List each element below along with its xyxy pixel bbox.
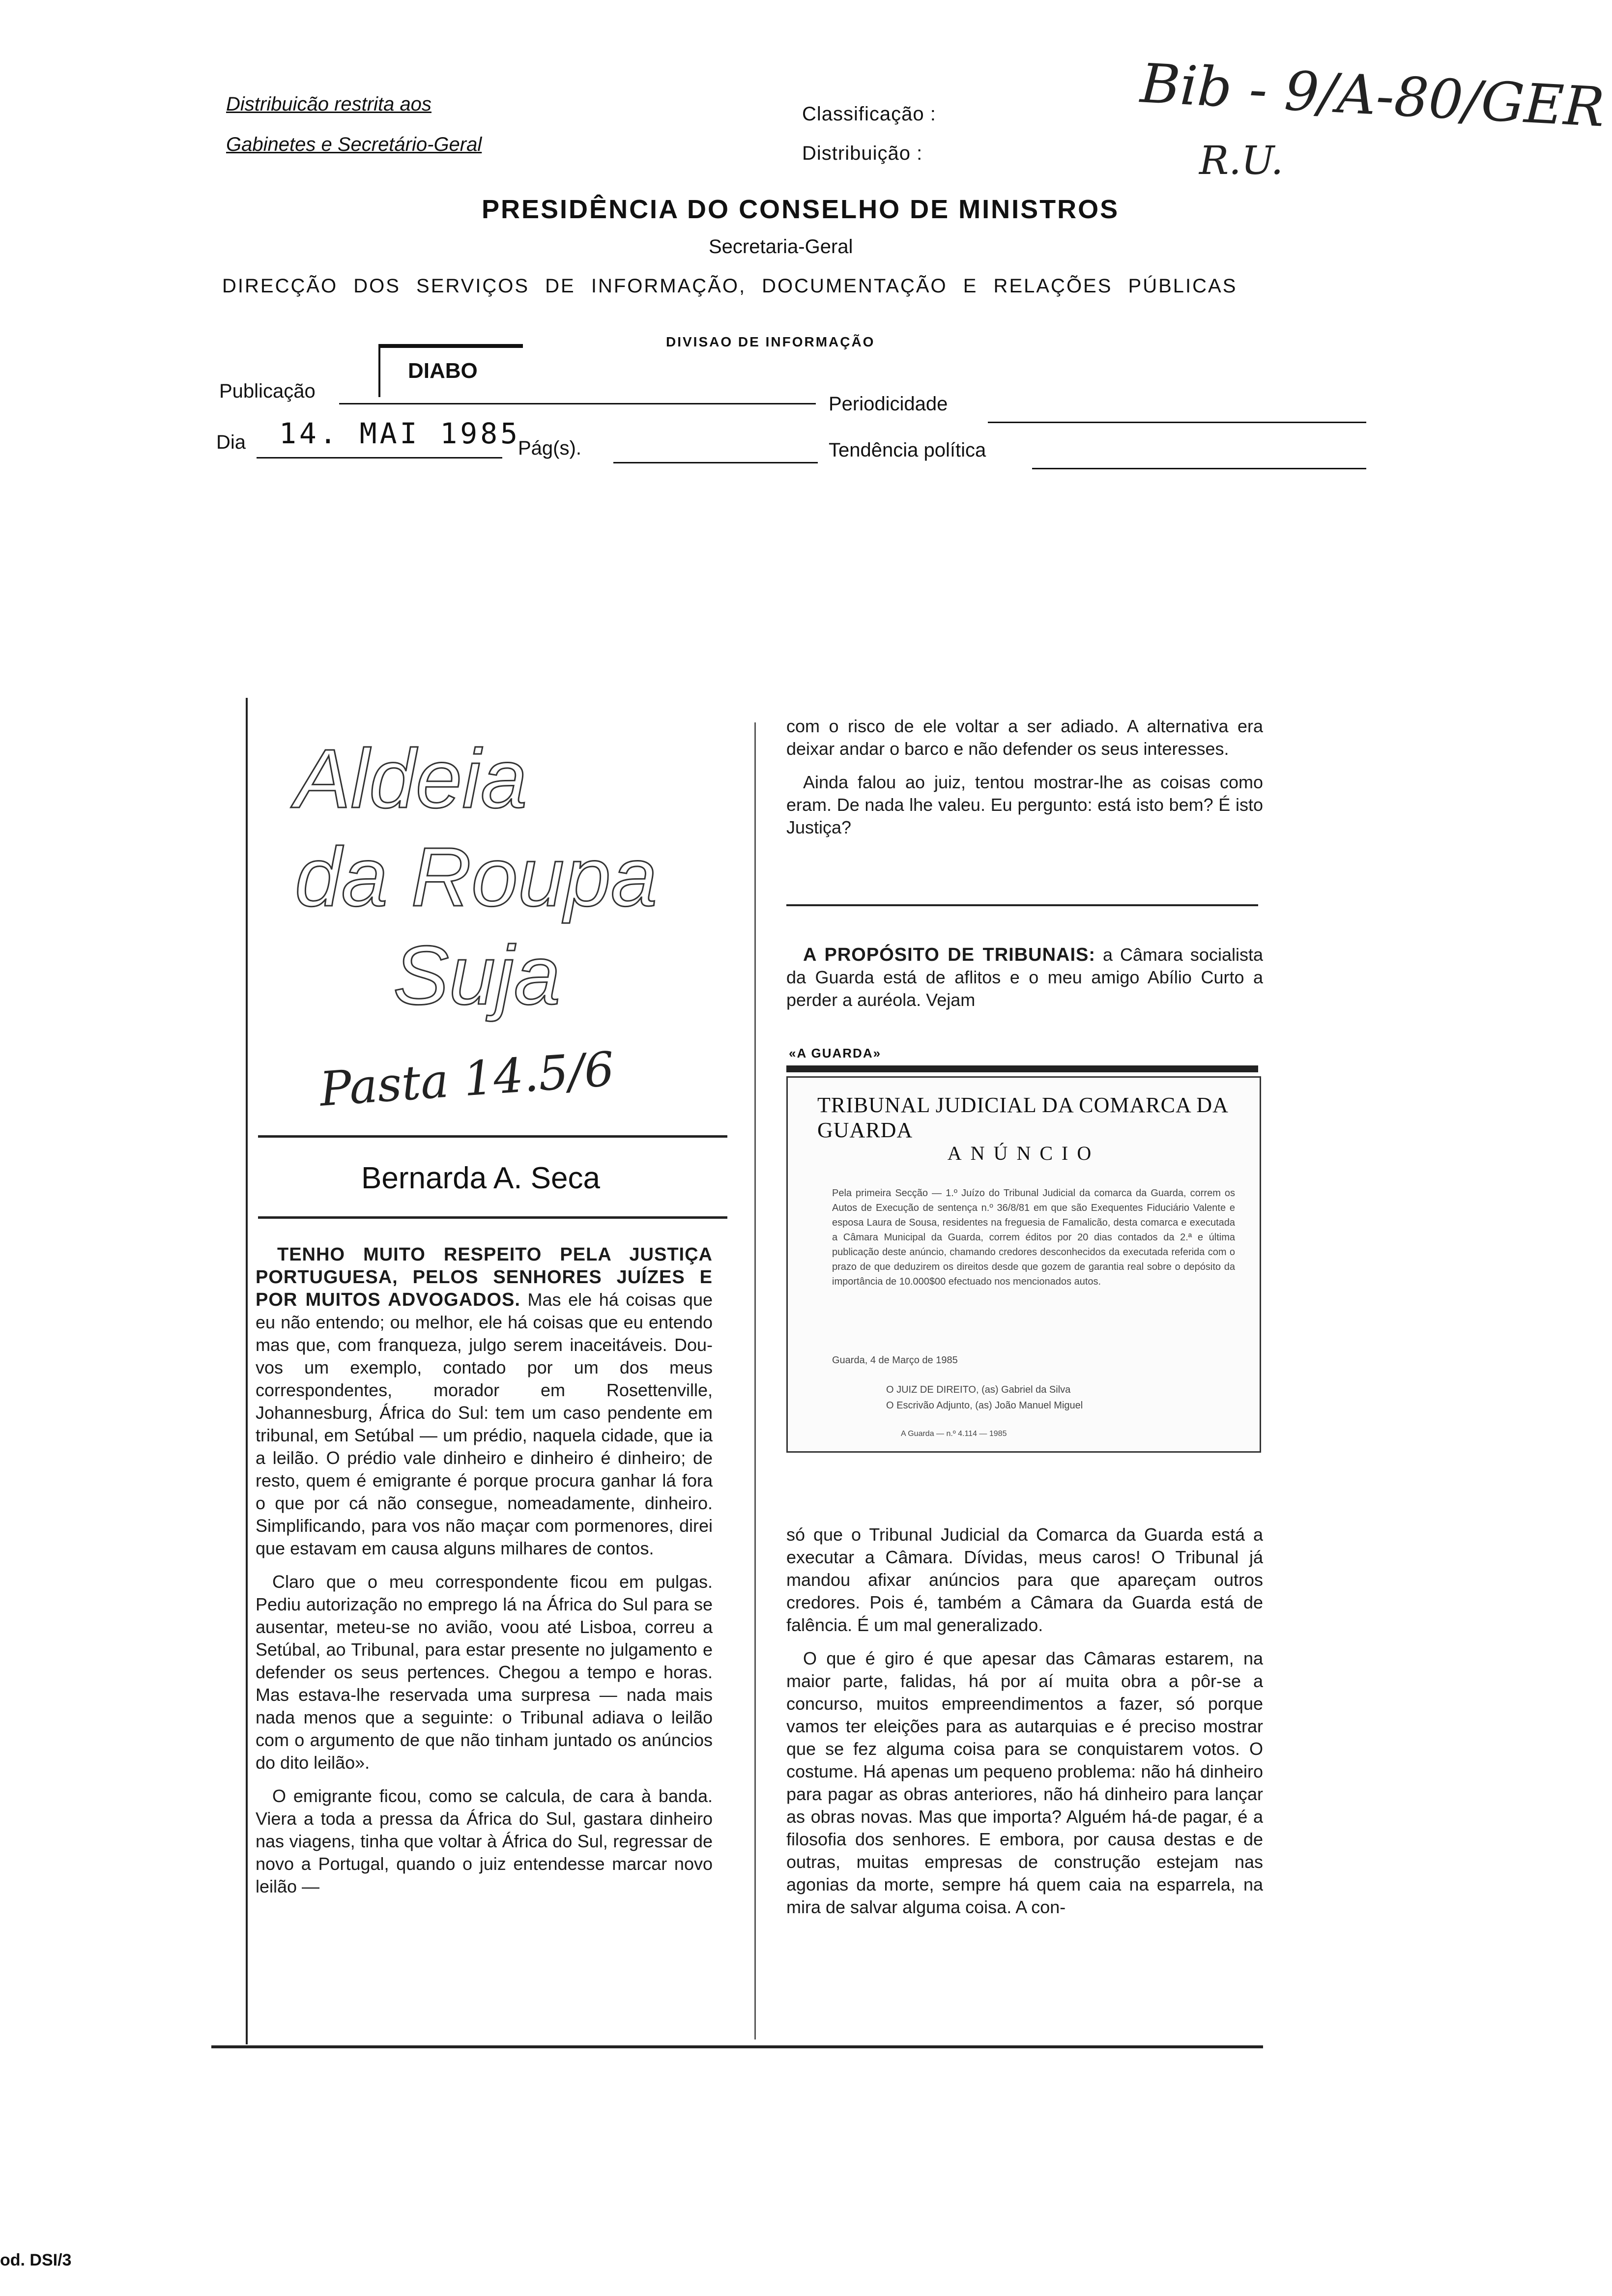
title-line-3: Suja	[393, 929, 561, 1022]
dia-value: 14. MAI 1985	[279, 417, 521, 450]
col2-paragraph-5: O que é giro é que apesar das Câmaras estarem, na maior parte, falidas, há por aí muita obra a pôr-se a concurso, muitos empreendimentos a fazer, só porque vamos ter eleições para as autarquias e é preciso mostrar que se fez alguma coisa para se conquistarem votos. O costume. Há apenas um pequeno problema: não há dinheiro para pagar as obras anteriores, não há dinheiro para lançar as obras novas. Mas que importa? Alguém há-de pagar, é a filosofia dos senhores. E embora, por causa destas e de outras, muitas empresas de construção estejam nas agonias da morte, sempre há quem caia na esparrela, na mira de salvar alguma coisa. A con-	[786, 1648, 1263, 1917]
article-title-block	[275, 708, 718, 1150]
form-code: od. DSI/3	[0, 2251, 72, 2269]
column-divider	[754, 722, 756, 2039]
article-lead: TENHO MUITO RESPEITO PELA JUSTIÇA PORTUGUESA, PELOS SENHORES JUÍZES E POR MUITOS ADVOGADOS.	[256, 1244, 713, 1310]
col1-paragraph-2: Claro que o meu correspondente ficou em pulgas. Pediu autorização no emprego lá na África do Sul para se ausentar, meteu-se no avião, voou até Lisboa, correu a Setúbal, ao Tribunal, para estar presente no julgamento e defender os seus pertences. Chegou a tempo e horas. Mas estava-lhe reservada uma surpresa — nada mais nada menos que a seguinte: o Tribunal adiava o leilão com o argumento de que não tinham juntado os anúncios do dito leilão».	[256, 1572, 713, 1773]
distribution-line-2: Gabinetes e Secretário-Geral	[226, 134, 482, 155]
notice-heading: ANÚNCIO	[947, 1142, 1100, 1164]
article-byline: Bernarda A. Seca	[361, 1161, 600, 1195]
col2-paragraph-4: só que o Tribunal Judicial da Comarca da Guarda está a executar a Câmara. Dívidas, meus caros! O Tribunal já mandou afixar anúncios para que apareçam outros credores. Pois é, também a Câmara da Guarda está de falência. É um mal generalizado.	[786, 1524, 1263, 1635]
title-line-1: Aldeia	[295, 732, 527, 826]
col1-paragraph-1: Mas ele há coisas que eu não entendo; ou melhor, ele há coisas que eu entendo mas que, com franqueza, julgo serem inaceitáveis. Dou-vos um exemplo, contado por um dos meus correspondentes, morador em Rosettenville, Johannesburg, África do Sul: tem um caso pendente em tribunal, em Setúbal — um prédio, naquela cidade, que ia a leilão. O prédio vale dinheiro e dinheiro é dinheiro; de resto, quem é emigrante é porque procura ganhar lá fora o que por cá não consegue, nomeadamente, dinheiro. Simplificando, para vos não maçar com pormenores, direi que estavam em causa alguns milhares de contos.	[256, 1290, 713, 1558]
col2-paragraph-3: a Câmara socialista da Guarda está de aflitos e o meu amigo Abílio Curto a perder a auréola. Vejam	[786, 945, 1263, 1010]
distribution-line-1: Distribuicão restrita aos	[226, 93, 432, 115]
direccao-heading: DIRECÇÃO DOS SERVIÇOS DE INFORMAÇÃO, DOCUMENTAÇÃO E RELAÇÕES PÚBLICAS	[222, 275, 1238, 297]
notice-title: TRIBUNAL JUDICIAL DA COMARCA DA GUARDA	[817, 1093, 1228, 1142]
article-column-2-middle	[786, 944, 1263, 1027]
article-column-2-top	[786, 715, 1263, 921]
tendencia-label: Tendência política	[829, 439, 986, 461]
distribuicao-label: Distribuição :	[802, 143, 923, 164]
col2-section-lead: A PROPÓSITO DE TRIBUNAIS:	[803, 945, 1096, 965]
dia-label: Dia	[216, 431, 246, 453]
notice-sign-judge: O JUIZ DE DIREITO, (as) Gabriel da Silva	[886, 1384, 1071, 1395]
publicacao-value: DIABO	[408, 359, 478, 383]
publicacao-label: Publicação	[219, 380, 316, 402]
divisao-heading: DIVISAO DE INFORMAÇÃO	[666, 334, 875, 349]
presidencia-heading: PRESIDÊNCIA DO CONSELHO DE MINISTROS	[482, 195, 1120, 224]
title-line-2: da Roupa	[295, 831, 658, 924]
handwritten-reference: Bib - 9/A-80/GER	[1139, 52, 1606, 139]
article-column-1	[256, 1243, 713, 2020]
court-notice	[786, 1076, 1261, 1453]
col2-paragraph-2: Ainda falou ao juiz, tentou mostrar-lhe as coisas como eram. De nada lhe valeu. Eu pergunto: está isto bem? É isto Justiça?	[786, 772, 1263, 837]
clipping-left-edge	[246, 698, 248, 2044]
pags-label: Pág(s).	[518, 437, 581, 459]
notice-sign-clerk: O Escrivão Adjunto, (as) João Manuel Miguel	[886, 1400, 1083, 1411]
classificacao-label: Classificação :	[802, 103, 936, 125]
periodicidade-label: Periodicidade	[829, 393, 948, 415]
handwritten-note: Pasta 14.5/6	[317, 1041, 616, 1117]
col2-paragraph-1: com o risco de ele voltar a ser adiado. A alternativa era deixar andar o barco e não defender os seus interesses.	[786, 716, 1263, 759]
notice-date: Guarda, 4 de Março de 1985	[832, 1355, 958, 1366]
notice-footer: A Guarda — n.º 4.114 — 1985	[901, 1430, 1007, 1438]
notice-source: «A GUARDA»	[789, 1046, 882, 1061]
col1-paragraph-3: O emigrante ficou, como se calcula, de cara à banda. Viera a toda a pressa da África do Sul, gastara dinheiro nas viagens, tinha que voltar à África do Sul, regressar de novo a Portugal, quando o juiz entendesse marcar novo leilão —	[256, 1786, 713, 1896]
article-column-2-bottom	[786, 1523, 1263, 2025]
secretaria-geral: Secretaria-Geral	[709, 236, 853, 258]
publication-stamp	[378, 344, 523, 397]
handwritten-reference-2: R.U.	[1199, 138, 1284, 183]
notice-body: Pela primeira Secção — 1.º Juízo do Tribunal Judicial da comarca da Guarda, correm os Autos de Execução de sentença n.º 36/8/81 em que são Exequentes Fiduciário Valente e esposa Laura de Sousa, residentes na freguesia de Famalicão, desta comarca e executada a Câmara Municipal da Guarda, correm éditos por 20 dias contados da 2.ª e última publicação deste anúncio, chamando credores desconhecidos da executada referida com o prazo de que deduzirem os direitos desde que gozem de garantia real sobre o depósito da importância de 10.000$00 efectuado nos mencionados autos.	[832, 1188, 1235, 1287]
